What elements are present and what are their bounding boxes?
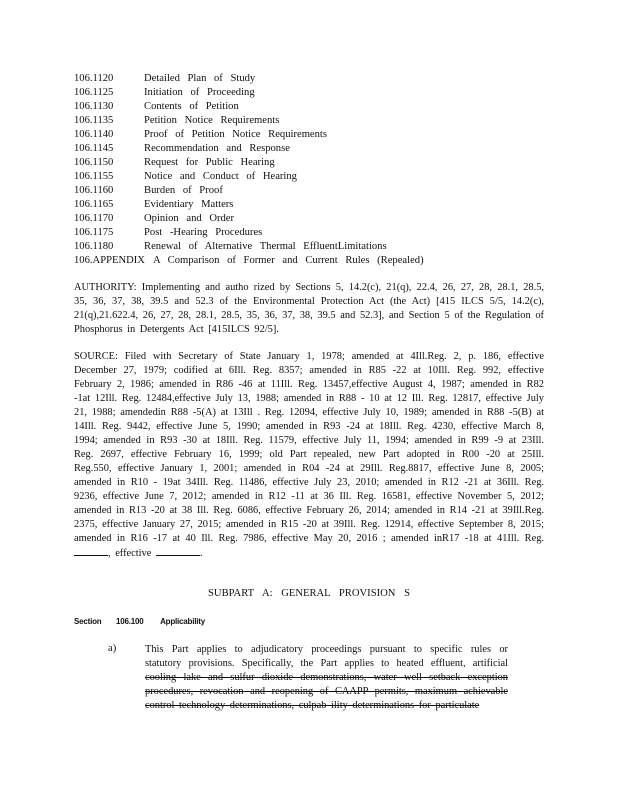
toc-section-title: Recommendation and Response [144,143,290,154]
toc-section-number: 106.1180 [74,241,114,252]
toc-section-number: 106.1135 [74,115,114,126]
section-heading [74,617,205,626]
toc-row [74,86,474,100]
item-a-body: This Part applies to adjudicatory proceedings pursuant to specific rules or statutory provisions. Specifically, the Part applies to heated effluent, artificial [145,644,508,669]
toc-row [74,240,474,254]
toc-section-title: Burden of Proof [144,185,223,196]
source-tail-start: Reg. [524,533,544,544]
source-tail-end: . [199,548,203,559]
toc-row [74,198,474,212]
source-note [74,350,544,561]
toc-section-number: 106.1140 [74,129,114,140]
toc-section-title: Notice and Conduct of Hearing [144,171,297,182]
toc-section-title: Proof of Petition Notice Requirements [144,129,327,140]
section-number: 106.100 [116,617,144,626]
toc-row [74,212,474,226]
toc-row [74,114,474,128]
toc-row [74,170,474,184]
toc-section-title: Initiation of Proceeding [144,87,255,98]
toc-section-number: 106.1160 [74,185,114,196]
section-title: Applicability [160,617,206,626]
toc-section-number: 106.1165 [74,199,114,210]
toc-section-title: Evidentiary Matters [144,199,234,210]
toc-row [74,254,474,268]
toc-row [74,128,474,142]
toc-section-number: 106.1145 [74,143,114,154]
toc-section-number: 106.1175 [74,227,114,238]
source-text: SOURCE: Filed with Secretary of State January 1, 1978; amended at 4Ill.Reg. 2, p. 186, effective December 27, 1979; codified at 6Ill. Reg. 8357; amended in R85 -22 at 10Ill. Reg. 992, effective February 2, 1986; amended in R86 -46 at 11Ill. Reg. 13457,effective August 4, 1987; amended in R82 -1at 12Ill. Reg. 12484,effective July 13, 1988; amended in R88 - 10 at 12 Ill. Reg. 12817, effective July 21, 1988; amendedin R88 -5(A) at 13Ill . Reg. 12094, effective July 10, 1989; amended in R88 -5(B) at 14Ill. Reg. 9442, effective June 5, 1990; amended in R93 -24 at 18Ill. Reg. 4230, effective March 8, 1994; amended in R93 -30 at 18Ill. Reg. 11579, effective July 11, 1994; amended in R99 -9 at 23Ill. Reg. 2697, effective February 16, 1999; old Part repealed, new Part adopted in R00 -20 at 25Ill. Reg.550, effective January 1, 2001; amended in R04 -24 at 29Ill. Reg.8817, effective June 8, 2005; amended in R10 - 19at 34Ill. Reg. 11486, effective July 23, 2010; amended in R12 -21 at 36Ill. Reg. 9236, effective June 7, 2012; amended in R12 -11 at 36 Ill. Reg. 16581, effective November 5, 2012; amended in R13 -20 at 38 Ill. Reg. 6086, effective February 26, 2014; amended in R14 -21 at 39Ill.Reg. 2375, effective January 27, 2015; amended in R15 -20 at 39Ill. Reg. 12914, effective September 8, 2015; amended in R16 -17 at 40 Ill. Reg. 7986, effective May 20, 2016 ; amended inR17 -18 at 41Ill. [74,351,544,544]
authority-note: AUTHORITY: Implementing and autho rized by Sections 5, 14.2(c), 21(q), 22.4, 26, 27, 28, 28.1, 28.5, 35, 36, 37, 38, 39.5 and 52.3 of the Environmental Protection Act (the Act) [415 ILCS 5/5, 14.2(c), 21(q),21.622.4, 26, 27, 28, 28.1, 28.5, 35, 36, 37, 38, 39.5 and 52.3], and Section 5 of the Regulation of Phosphorus in Detergents Act [415ILCS 92/5]. [74,282,544,335]
source-tail-mid: , effective [108,548,152,559]
toc-section-number: 106.1130 [74,101,114,112]
subpart-heading: SUBPART A: GENERAL PROVISION S [208,588,410,599]
toc-section-number: 106.APPENDIX [74,255,145,266]
toc-section-title: Renewal of Alternative Thermal EffluentLimitations [144,241,387,252]
toc-row [74,142,474,156]
item-a-text [145,643,508,713]
toc-section-title: Request for Public Hearing [144,157,275,168]
toc-section-number: 106.1170 [74,213,114,224]
toc-row [74,156,474,170]
toc-row [74,100,474,114]
toc-section-title: Detailed Plan of Study [144,73,256,84]
toc-section-number: 106.1150 [74,157,114,168]
toc-row [74,226,474,240]
toc-row [74,184,474,198]
toc-row [74,72,474,86]
item-marker: a) [108,643,117,654]
blank-line [156,546,200,556]
toc-section-number: 106.1120 [74,73,114,84]
blank-line [74,546,108,556]
table-of-contents [74,72,474,268]
toc-section-number: 106.1125 [74,87,114,98]
toc-section-title: A Comparison of Former and Current Rules (Repealed) [152,255,424,266]
item-a-struck-text: cooling lake and sulfur dioxide demonstrations, water well setback exception procedures, revocation and reopening of CAAPP permits, maximum achievable control technology determinations, culpab ility determinations for particulate [145,672,508,711]
toc-section-title: Post -Hearing Procedures [144,227,263,238]
toc-section-title: Opinion and Order [144,213,235,224]
section-label: Section [74,617,102,626]
toc-section-title: Contents of Petition [144,101,239,112]
toc-section-number: 106.1155 [74,171,114,182]
toc-section-title: Petition Notice Requirements [144,115,280,126]
